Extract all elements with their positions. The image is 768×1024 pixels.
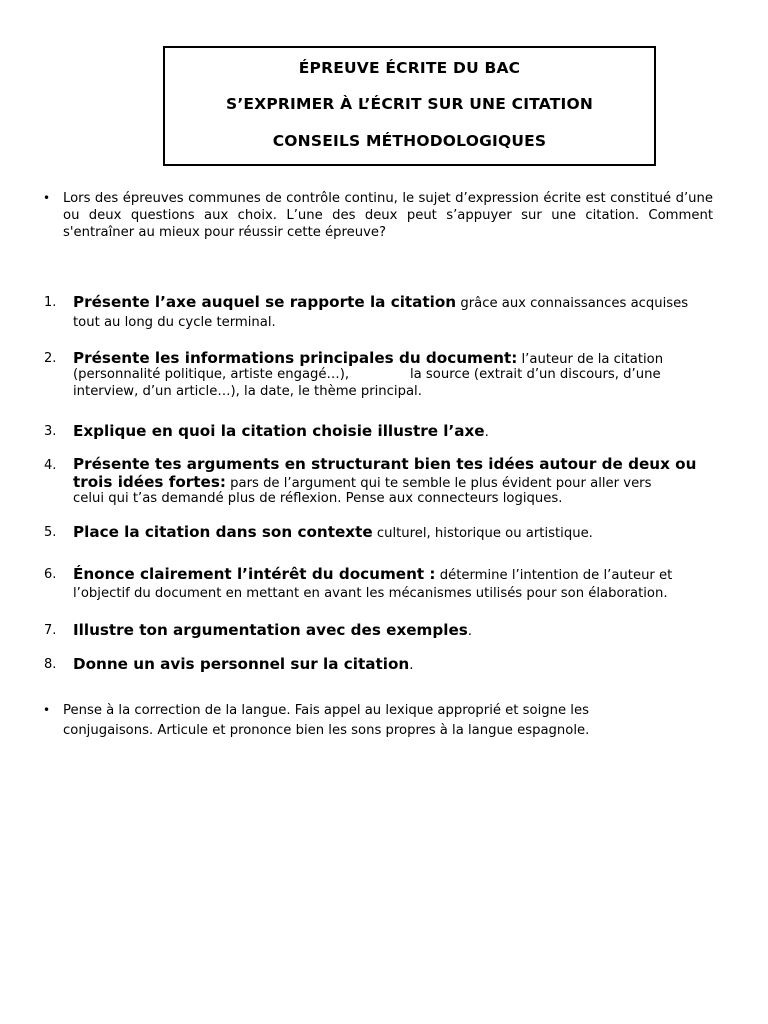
- intro-text: Lors des épreuves communes de contrôle continu, le sujet d’expression écrite est constitué d’une ou deux questions aux choix. L’une des deux peut s’appuyer sur une citation. Comment s'entraîner au mieux pour réussir cette épreuve?: [63, 191, 713, 240]
- item-number: 4.: [44, 458, 57, 473]
- item-heading: Présente les informations principales du document: [73, 349, 512, 367]
- item-separator: :: [219, 473, 226, 491]
- item-number: 7.: [44, 623, 57, 638]
- bullet-icon: •: [43, 703, 51, 717]
- item-heading: Donne un avis personnel sur la citation: [73, 655, 410, 673]
- bullet-icon: •: [43, 191, 51, 205]
- item-heading: Place la citation dans son contexte: [73, 523, 373, 541]
- item-number: 1.: [44, 295, 57, 310]
- item-description: pars de l’argument qui te semble le plus évident pour aller vers: [225, 476, 652, 491]
- item-description: grâce aux connaissances acquises: [456, 296, 689, 311]
- item-tail: .: [409, 658, 414, 673]
- item-tail: .: [484, 425, 489, 440]
- item-description: détermine l’intention de l’auteur et: [435, 568, 673, 583]
- item-description-cont: interview, d’un article…), la date, le thème principal.: [73, 384, 422, 399]
- title-line-1: ÉPREUVE ÉCRITE DU BAC: [298, 59, 521, 77]
- item-heading: Présente l’axe auquel se rapporte la citation: [73, 293, 457, 311]
- item-description: culturel, historique ou artistique.: [372, 526, 593, 541]
- closing-text-line-1: Pense à la correction de la langue. Fais appel au lexique approprié et soigne les: [63, 703, 589, 718]
- item-tail: .: [467, 624, 472, 639]
- item-number: 2.: [44, 351, 57, 366]
- item-number: 8.: [44, 657, 57, 672]
- item-description-cont: tout au long du cycle terminal.: [73, 315, 276, 330]
- item-number: 6.: [44, 567, 57, 582]
- item-description-cont: l’objectif du document en mettant en avant les mécanismes utilisés pour son élaboration.: [73, 586, 668, 601]
- item-heading: Explique en quoi la citation choisie illustre l’axe: [73, 422, 485, 440]
- title-line-3: CONSEILS MÉTHODOLOGIQUES: [272, 132, 547, 150]
- title-box: [163, 46, 656, 166]
- item-description: l’auteur de la citation: [517, 352, 664, 367]
- item-heading: Énonce clairement l’intérêt du document :: [73, 565, 436, 583]
- item-heading: Présente tes arguments en structurant bien tes idées autour de deux ou: [73, 455, 697, 473]
- item-separator: :: [511, 349, 518, 367]
- item-description-cont: celui qui t’as demandé plus de réflexion. Pense aux connecteurs logiques.: [73, 491, 563, 506]
- item-description-cont-right: la source (extrait d’un discours, d’une: [410, 367, 661, 382]
- item-number: 3.: [44, 424, 57, 439]
- title-line-2: S’EXPRIMER À L’ÉCRIT SUR UNE CITATION: [225, 95, 594, 113]
- item-number: 5.: [44, 525, 57, 540]
- item-description-cont: (personnalité politique, artiste engagé…),: [73, 367, 350, 382]
- closing-text-line-2: conjugaisons. Articule et prononce bien les sons propres à la langue espagnole.: [63, 723, 590, 738]
- item-heading: Illustre ton argumentation avec des exemples: [73, 621, 468, 639]
- item-heading-cont: trois idées fortes: [73, 473, 220, 491]
